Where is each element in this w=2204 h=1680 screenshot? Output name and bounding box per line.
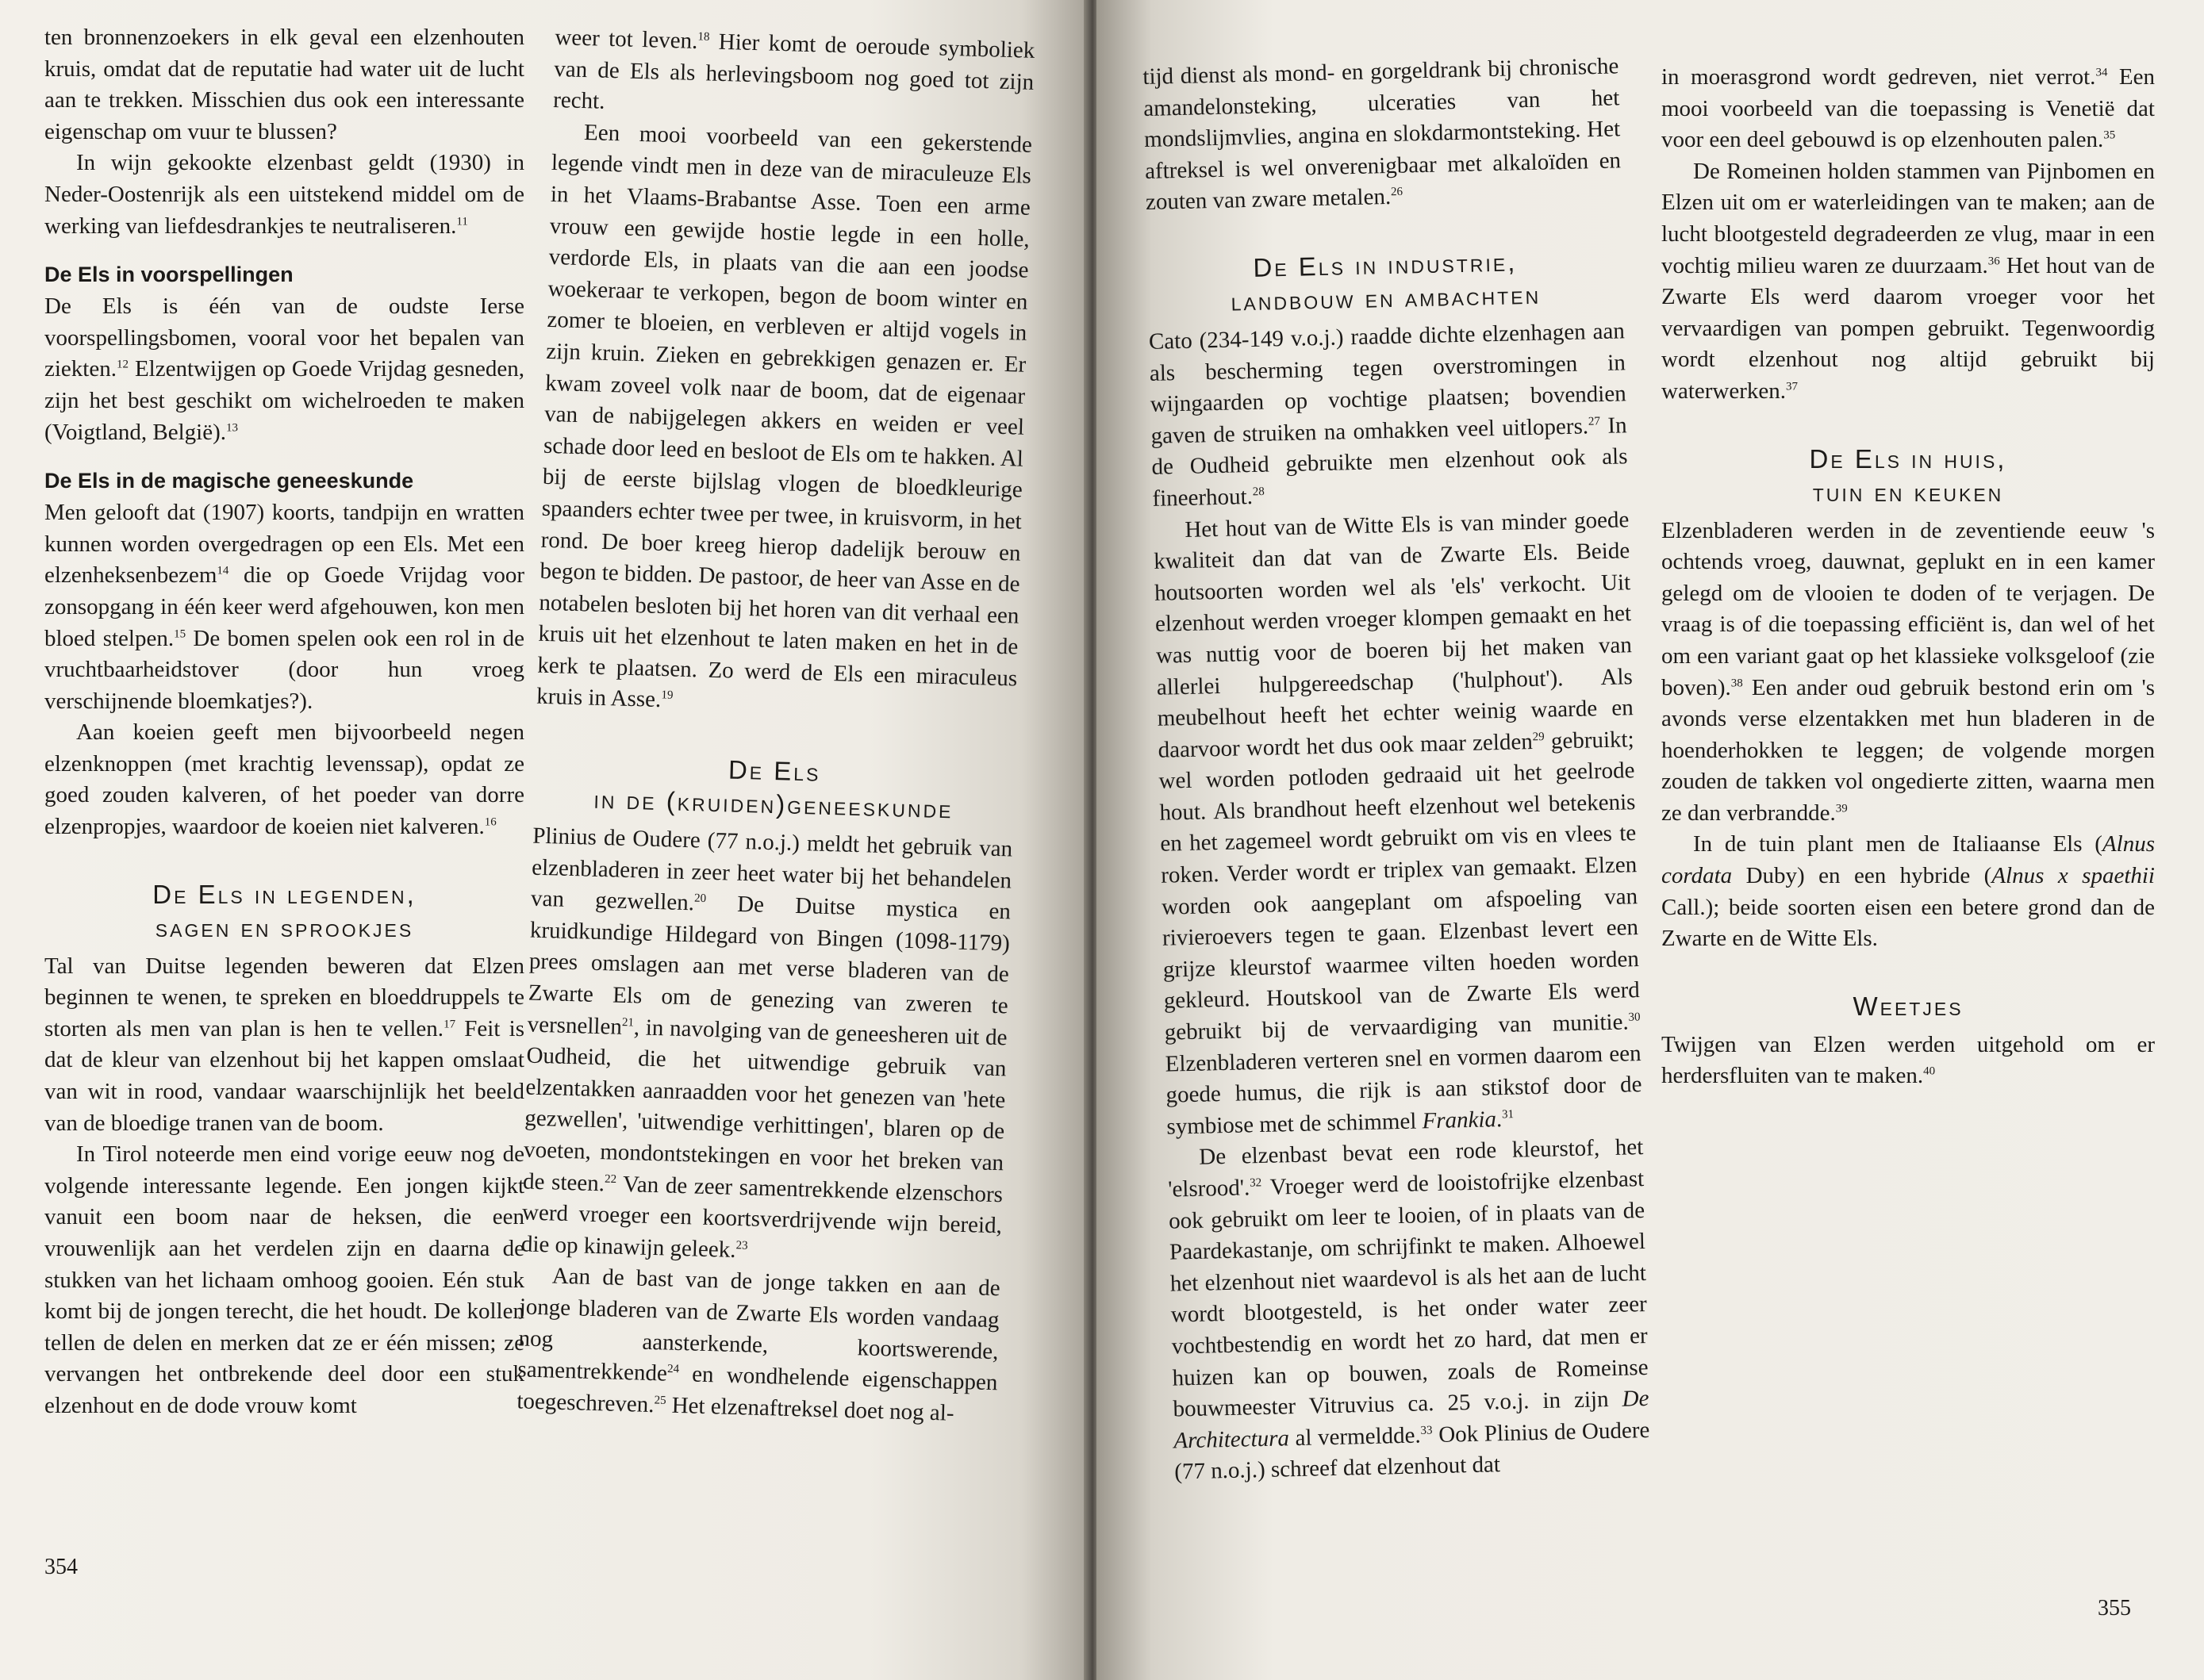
footnote-ref: 40 [1923,1064,1936,1078]
paragraph: tijd dienst als mond- en gorgeldrank bij chronische amandelonsteking, ulceraties van het mondslijmvlies, angina en slokdarmontsteking. Het aftreksel is wel onverenigbaar met alkaloïden en zouten van zware metalen.$^{26}$ [1142,53,1622,216]
paragraph: ten bronnenzoekers in elk geval een elzenhouten kruis, omdat dat de reputatie had water uit de lucht aan te trekken. Misschien dus ook een interessante eigenschap om vuur te blussen? [44,25,524,144]
section-heading: De Els in de magische geneeskunde [44,469,414,493]
paragraph: Cato (234-149 v.o.j.) raadde dichte elzenhagen aan als bescherming tegen overstromingen in wijngaarden op vochtige plaatsen; bovendien gaven de struiken na omhakken veel uitlopers.$^{27}$ In de Oudheid gebruikte men elzenhout ook als fineerhout.$^{28}$ [1148,318,1628,512]
column-2 [516,22,1035,1431]
chapter-heading: De Els in de (kruiden)geneeskunde [593,754,954,824]
paragraph: De Romeinen holden stammen van Pijnbomen en Elzen uit om er waterleidingen van te maken; aan de lucht blootgesteld degradeerden ze vlug, maar in een vochtig milieu waren ze duurzaam.$^{36}$ Het hout van de Zwarte Els werd daarom vroeger voor het vervaardigen van pompen gebruikt. Tegenwoordig wordt elzenhout nog altijd gebruikt bij waterwerken.$^{37}$ [1661,158,2155,404]
footnote-ref: 24 [666,1363,680,1376]
page-354 [0,0,1087,1680]
paragraph: In Tirol noteerde men eind vorige eeuw nog de volgende interessante legende. Een jongen kijkt vanuit een boom naar de heksen, die een vrouwenlijk aan het verdelen zijn en daarna de stukken van het lichaam omhoog gooien. Eén stuk komt bij de jongen terecht, die het houdt. De kollen tellen de delen en merken dat ze er één missen; ze vervangen het ontbrekende deel door een stuk elzenhout en de dode vrouw komt [44,1141,524,1418]
paragraph: De Els is één van de oudste Ierse voorspellingsbomen, vooral voor het bepalen van ziekten.$^{12}$ Elzentwijgen op Goede Vrijdag gesneden, zijn het best geschikt om wichelroeden te maken (Voigtland, België).$^{13}$ [44,293,524,445]
column-3 [1142,51,1651,1488]
footnote-ref: 12 [116,358,129,371]
footnote-ref: 19 [661,688,674,703]
chapter-heading: De Els in legenden, sagen en sprookjes [152,879,417,942]
paragraph: Elzenbladeren werden in de zeventiende eeuw 's ochtends vroeg, dauwnat, geplukt en in een kamer gelegd om de vlooien te doden of te verjagen. De vraag is of die toepassing efficiënt is, dan wel of het om een variant gaat op het klassieke volksgeloof (zie boven).$^{38}$ Een ander oud gebruik bestond erin om 's avonds verse elzentakken met hun bladeren in de hoenderhokken te leggen; de volgende morgen zouden de takken vol ongedierte zitten, waarna men ze dan verbrandde.$^{39}$ [1661,517,2155,826]
paragraph: Aan koeien geeft men bijvoorbeeld negen elzenknoppen (met krachtig levenssap), opdat ze goed zouden kalveren, of het poeder van dorre elzenpropjes, waardoor de koeien niet kalveren.$^{16}$ [44,719,524,840]
column-4 [1661,62,2155,1092]
paragraph: in moerasgrond wordt gedreven, niet verrot.$^{34}$ Een mooi voorbeeld van die toepassing is Venetië dat voor een deel gebouwd is op elzenhouten palen.$^{35}$ [1661,64,2155,153]
footnote-ref: 39 [1835,802,1848,815]
paragraph: Aan de bast van de jonge takken en aan de jonge bladeren van de Zwarte Els worden vandaag nog aansterkende, koortswerende, samentrekkende$^{24}$ en wondhelende eigenschappen toegeschreven.$^{25}$ Het elzenaftreksel doet nog al- [516,1263,1001,1426]
paragraph: Men gelooft dat (1907) koorts, tandpijn en wratten kunnen worden overgedragen op een Els. Met een elzenheksenbezem$^{14}$ die op Goede Vrijdag voor zonsopgang in één keer werd afgehouwen, kon men bloed stelpen.$^{15}$ De bomen spelen ook een rol in de vruchtbaarheidstover (door hun vroeg verschijnende bloemkatjes?). [44,500,525,714]
footnote-ref: 22 [604,1172,617,1186]
paragraph: Twijgen van Elzen werden uitgehold om er herdersfluiten van te maken.$^{40}$ [1661,1031,2155,1089]
footnote-ref: 21 [621,1015,635,1030]
paragraph: Plinius de Oudere (77 n.o.j.) meldt het gebruik van elzenbladeren in zeer heet water bij het behandelen van gezwellen.$^{20}$ De Duitse mystica en kruidkundige Hildegard von Bingen (1098-1179) prees omslagen aan met verse bladeren van de Zwarte Els om de genezing van zweren te versnellen$^{21}$, in navolging van de geneesheren uit de Oudheid, die het uitwendige gebruik van elzentakken aanraadden voor het genezen van 'hete gezwellen', 'uitwendige verhittingen', blaren op de voeten, mondontstekingen en voor het breken van de steen.$^{22}$ Van de zeer samentrekkende elzenschors werd vroeger een koortsverdrijvende wijn bereid, die op kinawijn geleek.$^{23}$ [520,823,1013,1263]
footnote-ref: 31 [1501,1107,1515,1122]
footnote-ref: 20 [693,892,707,906]
paragraph: Tal van Duitse legenden beweren dat Elzen beginnen te wenen, te spreken en bloeddruppels te storten als men van plan is hen te vellen.$^{17}$ Feit is dat de kleur van elzenhout bij het kappen omslaat van wit in rood, vandaar waarschijnlijk het beeld van de bloedige tranen van de boom. [44,953,525,1136]
chapter-heading: Weetjes [1853,991,1964,1021]
footnote-ref: 15 [174,627,186,640]
footnote-ref: 23 [735,1239,748,1252]
footnote-ref: 34 [2095,66,2108,79]
footnote-ref: 32 [1250,1176,1262,1190]
paragraph: In de tuin plant men de Italiaanse Els (Alnus cordata Duby) en een hybride (Alnus x spaethii Call.); beide soorten eisen een betere grond dan de Zwarte en de Witte Els. [1661,831,2155,952]
footnote-ref: 27 [1588,415,1601,428]
paragraph: De elzenbast bevat een rode kleurstof, het 'elsrood'.$^{32}$ Vroeger werd de looistofrijke elzenbast ook gebruikt om leer te looien, of in plaats van de Paardekastanje, om schrijfinkt te maken. Alhoewel het elzenhout niet waardevol is als het aan de lucht wordt blootgesteld, is het onder water zeer vochtbestendig en wordt het zo hard, dat men er huizen kan op bouwen, zoals de Romeinse bouwmeester Vitruvius ca. 25 v.o.j. in zijn De Architectura al vermeldde.$^{33}$ Ook Plinius de Oudere (77 n.o.j.) schreef dat elzenhout dat [1167,1134,1650,1485]
section-heading: De Els in voorspellingen [44,263,294,287]
footnote-ref: 28 [1252,485,1265,499]
footnote-ref: 38 [1730,676,1743,689]
footnote-ref: 16 [484,815,497,829]
footnote-ref: 35 [2103,128,2116,142]
page-number: 355 [2098,1596,2131,1621]
paragraph: In wijn gekookte elzenbast geldt (1930) in Neder-Oostenrijk als een uitstekend middel om de werking van liefdesdrankjes te neutraliseren.$^{11}$ [44,150,524,239]
page-number: 354 [44,1555,78,1579]
chapter-heading: De Els in industrie, landbouw en ambachten [1231,247,1542,316]
footnote-ref: 37 [1786,380,1798,393]
footnote-ref: 30 [1628,1011,1641,1024]
chapter-heading: De Els in huis, tuin en keuken [1809,443,2007,507]
footnote-ref: 25 [654,1394,666,1407]
footnote-ref: 11 [456,214,468,228]
column-1 [44,22,524,1422]
paragraph: Het hout van de Witte Els is van minder goede kwaliteit dan dat van de Zwarte Els. Beide houtsoorten worden wel als 'els' verkocht. Uit elzenhout werden vroeger klompen gemaakt en het was nuttig voor de boeren bij het maken van allerlei hulpgereedschap ('hulphout'). Als meubelhout heeft het echter weinig waarde en daarvoor wordt het dus ook maar zelden$^{29}$ gebruikt; wel worden potloden gedraaid uit het geelrode hout. Als brandhout heeft elzenhout wel betekenis en het zagemeel wordt gebruikt om vis en vlees te roken. Verder wordt er triplex van gemaakt. Elzen worden ook aangeplant om afspoeling van rivieroevers tegen te gaan. Elzenbast levert een grijze kleurstof waarmee vilten hoeden worden gekleurd. Houtskool van de Zwarte Els werd gebruikt bij de vervaardiging van munitie.$^{30}$ Elzenbladeren verteren snel en vormen daarom een goede humus, die rijk is aan stikstof door de symbiose met de schimmel Frankia.$^{31}$ [1153,506,1642,1140]
footnote-ref: 33 [1420,1424,1433,1437]
footnote-ref: 18 [697,30,710,44]
footnote-ref: 14 [217,564,229,577]
footnote-ref: 29 [1532,730,1545,744]
footnote-ref: 13 [226,420,239,434]
paragraph: Een mooi voorbeeld van een gekerstende legende vindt men in deze van de miraculeuze Els in het Vlaams-Brabantse Asse. Toen een arme vrouw een gewijde hostie legde in een holle, verdorde Els, in plaats van die aan een joodse woekeraar te verkopen, begon de boom winter en zomer te bloeien, en verbleven er altijd vogels in zijn kruin. Zieken en gebrekkigen genazen er. Er kwam zoveel volk naar de boom, dat de eigenaar van de nabijgelegen akkers en weiden er veel schade door leed en besloot de Els om te hakken. Al bij de eerste bijlslag vlogen de bloedkleurige spaanders echter twee per twee, in kruisvorm, in het rond. De boer kreeg hierop dadelijk berouw en begon te bidden. De pastoor, de heer van Asse en de notabelen besloten bij het horen van dit verhaal een kruis uit het elzenhout te laten maken en het in de kerk te plaatsen. Zo werd de Els een miraculeus kruis in Asse.$^{19}$ [536,119,1033,713]
footnote-ref: 36 [1987,254,2000,267]
paragraph: weer tot leven.$^{18}$ Hier komt de oeroude symboliek van de Els als herlevingsboom nog goed tot zijn recht. [552,24,1035,114]
page-355 [1096,0,2204,1680]
footnote-ref: 26 [1390,186,1403,199]
footnote-ref: 17 [443,1018,456,1031]
